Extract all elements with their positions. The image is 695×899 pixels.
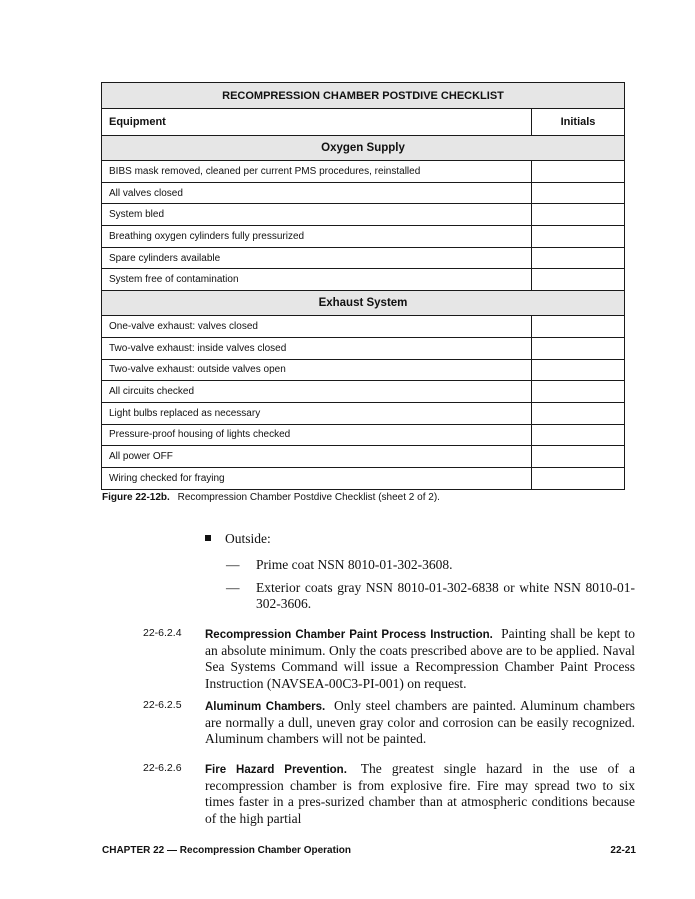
equipment-cell: All valves closed	[102, 182, 532, 204]
table-row	[102, 446, 625, 468]
equipment-cell: All power OFF	[102, 446, 532, 468]
table-row	[102, 247, 625, 269]
table-row	[102, 402, 625, 424]
equipment-cell: Breathing oxygen cylinders fully pressurized	[102, 226, 532, 248]
bullet-label: Outside:	[225, 531, 271, 546]
paragraph-number: 22-6.2.5	[143, 699, 182, 711]
table-title: RECOMPRESSION CHAMBER POSTDIVE CHECKLIST	[102, 83, 625, 109]
table-row	[102, 269, 625, 291]
em-dash-icon: —	[226, 557, 240, 572]
column-header-initials: Initials	[532, 109, 625, 136]
initials-cell[interactable]	[532, 226, 625, 248]
initials-cell[interactable]	[532, 269, 625, 291]
dash-item-text: Exterior coats gray NSN 8010-01-302-6838 or white NSN 8010-01-302-3606.	[256, 580, 635, 611]
table-row	[102, 359, 625, 381]
equipment-cell: BIBS mask removed, cleaned per current PMS procedures, reinstalled	[102, 161, 532, 183]
paragraph-text: Painting shall be kept to an absolute minimum. Only the coats prescribed above are to be applied. Naval Sea Systems Command will issue a Recompression Chamber Paint Process Instruction (NAVSEA-00C3-PI-001) on request.	[205, 626, 635, 691]
dash-item-text: Prime coat NSN 8010-01-302-3608.	[256, 557, 453, 572]
equipment-cell: Two-valve exhaust: outside valves open	[102, 359, 532, 381]
table-row	[102, 204, 625, 226]
page-footer	[102, 845, 636, 856]
figure-label: Figure 22-12b.	[102, 492, 170, 503]
square-bullet-icon	[205, 535, 211, 541]
equipment-cell: Two-valve exhaust: inside valves closed	[102, 337, 532, 359]
table-row	[102, 161, 625, 183]
table-row	[102, 182, 625, 204]
paragraph-heading: Aluminum Chambers.	[205, 701, 326, 713]
equipment-cell: One-valve exhaust: valves closed	[102, 316, 532, 338]
initials-cell[interactable]	[532, 402, 625, 424]
figure-caption-text: Recompression Chamber Postdive Checklist (sheet 2 of 2).	[177, 492, 440, 503]
table-row	[102, 424, 625, 446]
paragraph-heading: Fire Hazard Prevention.	[205, 764, 347, 776]
section-header-oxygen-supply: Oxygen Supply	[102, 136, 625, 161]
bullet-item-outside	[205, 531, 635, 547]
initials-cell[interactable]	[532, 467, 625, 489]
initials-cell[interactable]	[532, 424, 625, 446]
column-header-equipment: Equipment	[102, 109, 532, 136]
equipment-cell: All circuits checked	[102, 381, 532, 403]
initials-cell[interactable]	[532, 182, 625, 204]
initials-cell[interactable]	[532, 247, 625, 269]
initials-cell[interactable]	[532, 446, 625, 468]
figure-caption	[102, 492, 440, 503]
equipment-cell: Pressure-proof housing of lights checked	[102, 424, 532, 446]
initials-cell[interactable]	[532, 359, 625, 381]
equipment-cell: Wiring checked for fraying	[102, 467, 532, 489]
initials-cell[interactable]	[532, 337, 625, 359]
initials-cell[interactable]	[532, 381, 625, 403]
paragraph-text: Only steel chambers are painted. Aluminum chambers are normally a dull, uneven gray color and corrosion can be easily recognized. Aluminum chambers will not be painted.	[205, 698, 635, 747]
table-row	[102, 467, 625, 489]
table-row	[102, 381, 625, 403]
equipment-cell: Spare cylinders available	[102, 247, 532, 269]
equipment-cell: Light bulbs replaced as necessary	[102, 402, 532, 424]
section-header-exhaust-system: Exhaust System	[102, 291, 625, 316]
table-row	[102, 316, 625, 338]
page-number: 22-21	[610, 845, 636, 856]
initials-cell[interactable]	[532, 316, 625, 338]
paragraph-heading: Recompression Chamber Paint Process Instruction.	[205, 629, 493, 641]
initials-cell[interactable]	[532, 161, 625, 183]
equipment-cell: System bled	[102, 204, 532, 226]
paragraph-number: 22-6.2.4	[143, 627, 182, 639]
paragraph-text: The greatest single hazard in the use of a recompression chamber is from explosive fire. Fire may spread two to six times faster in a pres-surized chamber than at atmospheric conditions because of the high partial	[205, 761, 635, 826]
initials-cell[interactable]	[532, 204, 625, 226]
table-row	[102, 337, 625, 359]
table-row	[102, 226, 625, 248]
em-dash-icon: —	[226, 580, 240, 595]
equipment-cell: System free of contamination	[102, 269, 532, 291]
postdive-checklist-table	[101, 82, 625, 490]
footer-chapter-title: CHAPTER 22 — Recompression Chamber Operation	[102, 845, 351, 856]
paragraph-number: 22-6.2.6	[143, 762, 182, 774]
